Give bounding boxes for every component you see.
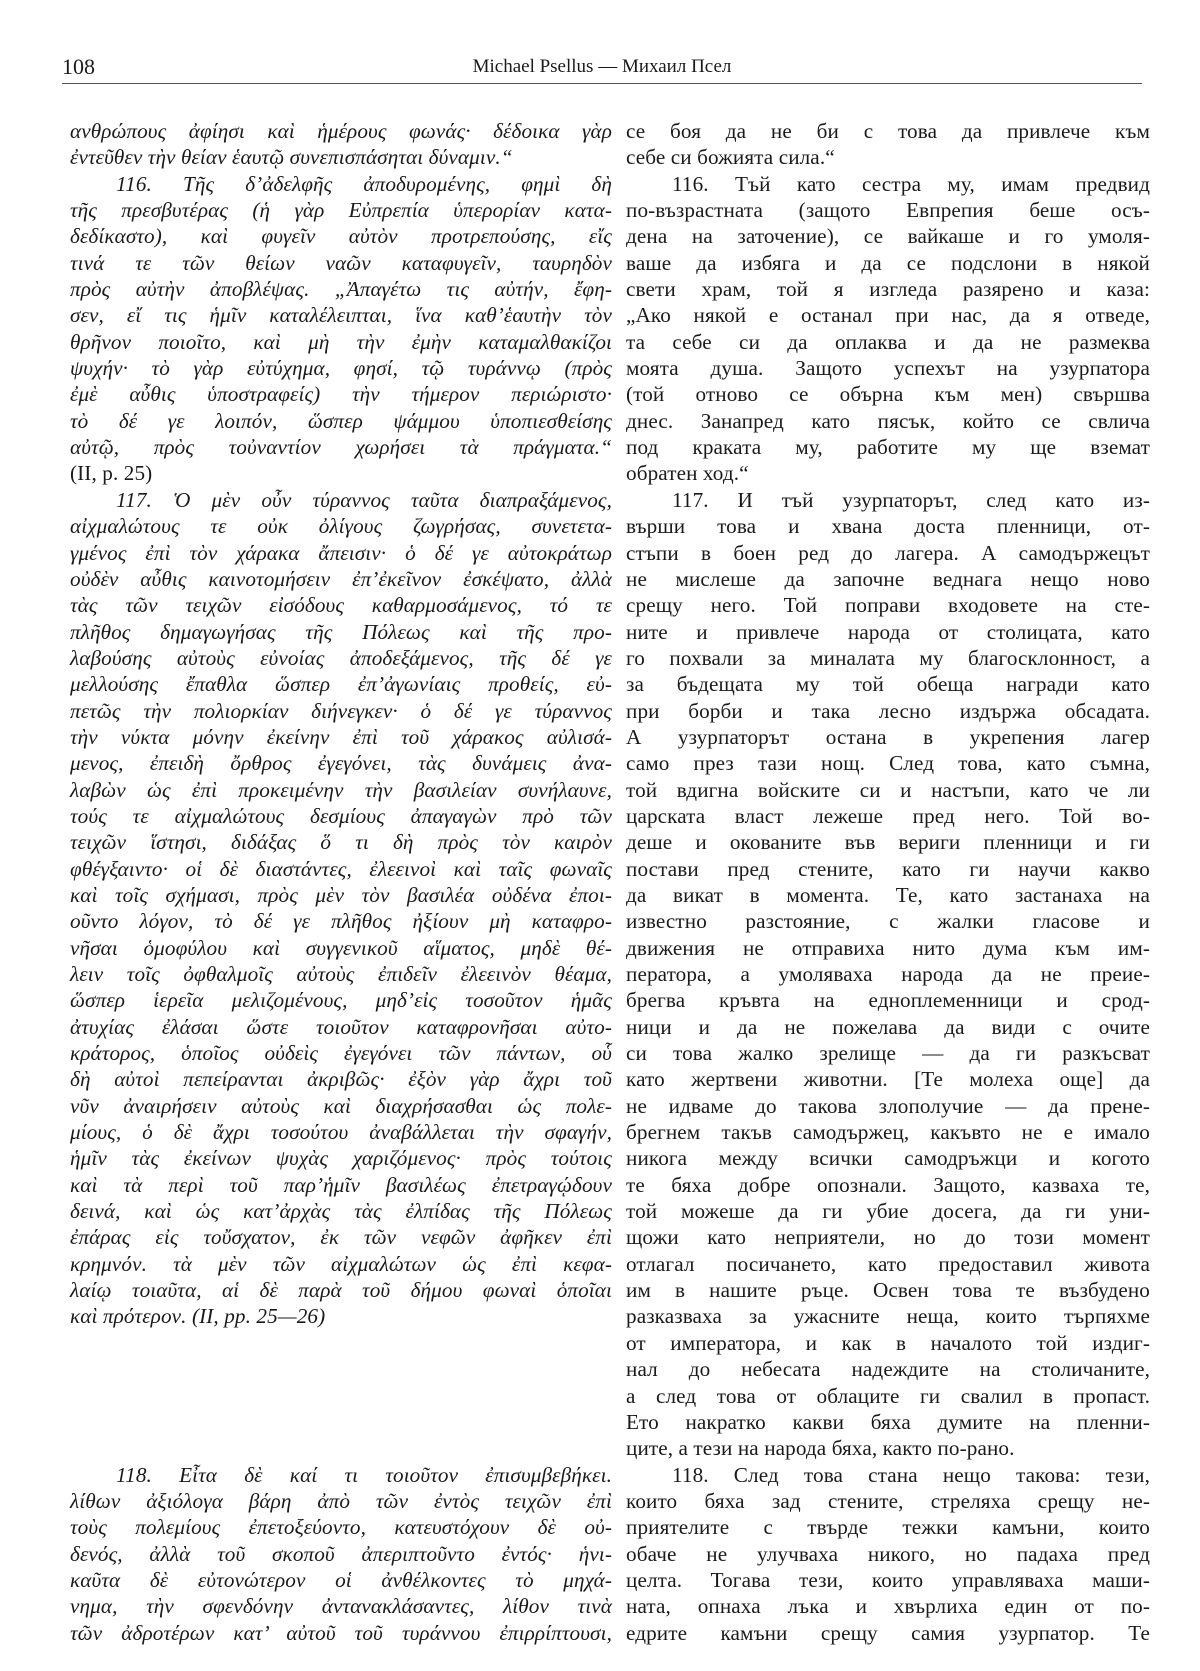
greek-text-line: λαίῳ τοιαῦτα, αἱ δὲ παρὰ τοῦ δήμου φωναὶ ὁποῖαι bbox=[70, 1278, 612, 1303]
bulgarian-text-line: приятелите с твърде тежки камъни, които bbox=[626, 1515, 1150, 1540]
bulgarian-text-line: та себе си да оплаква и да не размеква bbox=[626, 329, 1150, 354]
bulgarian-text-line: себе си божията сила.“ bbox=[626, 145, 835, 170]
greek-text-line: τὸ δέ γε λοιπόν, ὥσπερ ψάμμου ὑποπιεσθείσης bbox=[70, 408, 612, 433]
bulgarian-text-line: при борби и така лесно издържа обсадата. bbox=[626, 698, 1150, 723]
greek-text-line: καὶ τὰ περὶ τοῦ παρ’ἡμῖν βασιλέως ἐπετραγῴδουν bbox=[70, 1172, 612, 1197]
bulgarian-text-line: днес. Занапред като пясък, който се свлича bbox=[626, 408, 1150, 433]
greek-text-line: νῆσαι ὁμοφύλου καὶ συγγενικοῦ αἵματος, μηδὲ θέ- bbox=[70, 935, 612, 960]
greek-text-line: ανθρώπους ἀφίησι καὶ ἡμέρους φωνάς· δέδοικα γὰρ bbox=[70, 119, 612, 143]
page-number: 108 bbox=[62, 54, 95, 79]
greek-text-line: φθέγξαιντο· οἱ δὲ διαστάντες, ἐλεεινοὶ καὶ ταῖς φωναῖς bbox=[70, 856, 612, 881]
greek-text-line: τειχῶν ἵστησι, διδάξας ὅ τι δὴ πρὸς τὸν καιρὸν bbox=[70, 830, 612, 855]
greek-text-line: ἐντεῦθεν τὴν θείαν ἑαυτῷ συνεπισπάσηται δύναμιν.“ bbox=[70, 145, 513, 170]
bulgarian-text-line: известно разстояние, с жалки гласове и bbox=[626, 909, 1150, 934]
bulgarian-text-line: брегва кръвта на едноплеменници и срод- bbox=[626, 988, 1150, 1013]
greek-text-line: δεδίκαστο), καὶ φυγεῖν αὐτὸν προτρεπούσης, εἴς bbox=[70, 224, 612, 249]
bulgarian-text-line: отлагал посичането, като предоставил живота bbox=[626, 1251, 1150, 1276]
bulgarian-text-line: обратен ход.“ bbox=[626, 461, 749, 486]
greek-text-line: 117. Ὁ μὲν οὖν τύραννος ταῦτα διαπραξάμενος, bbox=[116, 487, 612, 512]
bulgarian-text-line: а след това от облаците ги свалил в пропаст. bbox=[626, 1383, 1150, 1408]
bulgarian-text-line: (той отново се обърна към мен) свършва bbox=[626, 382, 1150, 407]
bulgarian-text-line: ните и привлече народа от столицата, като bbox=[626, 619, 1150, 644]
bulgarian-text-line: свети храм, той я изгледа разярено и каза: bbox=[626, 277, 1150, 302]
bulgarian-text-line: деше и окованите във вериги пленници и ги bbox=[626, 830, 1150, 855]
greek-text-line: 118. Εἶτα δὲ καί τι τοιοῦτον ἐπισυμβεβήκει. bbox=[116, 1462, 612, 1487]
bulgarian-text-line: за бъдещата му той обеща награди като bbox=[626, 672, 1150, 697]
bulgarian-text-line: ници и да не пожелава да види с очите bbox=[626, 1014, 1150, 1039]
bulgarian-text-line: по-възрастната (защото Евпрепия беше осъ- bbox=[626, 198, 1150, 223]
blank-line bbox=[70, 1330, 612, 1356]
greek-text-line: λαβούσης αὐτοὺς εὐνοίας ἀποδεξάμενος, τῆς δέ γε bbox=[70, 645, 612, 670]
greek-text-line: λειν τοῖς ὀφθαλμοῖς αὐτοὺς ἐπιδεῖν ἐλεεινὸν θέαμα, bbox=[70, 962, 612, 986]
bulgarian-text-line: не идваме до такова злополучие — да прене- bbox=[626, 1093, 1150, 1118]
greek-text-line: σεν, εἴ τις ἡμῖν καταλέλειπται, ἵνα καθ’ἑαυτὴν τὸν bbox=[70, 303, 612, 328]
greek-text-line: τῶν ἀδροτέρων κατ’ αὐτοῦ τοῦ τυράννου ἐπιρρίπτουσι, bbox=[70, 1620, 612, 1645]
greek-text-line: τούς τε αἰχμαλώτους δεσμίους ἀπαγαγὼν πρὸ τῶν bbox=[70, 803, 612, 828]
greek-text-line: ψυχήν· τὸ γὰρ εὐτύχημα, φησί, τῷ τυράννῳ (πρὸς bbox=[70, 356, 612, 381]
greek-text-line: πρὸς αὐτὴν ἀποβλέψας. „Ἀπαγέτω τις αὐτήν, ἔφη- bbox=[70, 277, 612, 302]
bulgarian-text-line: 118. След това стана нещо такова: тези, bbox=[672, 1462, 1150, 1487]
greek-text-line: κρημνόν. τὰ μὲν τῶν αἰχμαλώτων ὡς ἐπὶ κεφα- bbox=[70, 1251, 612, 1276]
bulgarian-text-line: които бяха зад стените, стреляха срещу не- bbox=[626, 1488, 1150, 1513]
greek-text-line: καῦτα δὲ εὐτονώτερον οἱ ἀνθέλκοντες τὸ μηχά- bbox=[70, 1567, 612, 1592]
greek-text-line: πλῆθος δημαγωγήσας τῆς Πόλεως καὶ τῆς προ- bbox=[70, 619, 612, 644]
bulgarian-text-line: им в нашите ръце. Освен това те възбудено bbox=[626, 1278, 1150, 1303]
bulgarian-text-column bbox=[626, 118, 1150, 1646]
bulgarian-text-line: царската власт лежеше пред него. Той во- bbox=[626, 803, 1150, 828]
blank-line bbox=[70, 1409, 612, 1435]
bulgarian-text-line: 116. Тъй като сестра му, имам предвид bbox=[672, 171, 1150, 196]
blank-line bbox=[70, 1356, 612, 1382]
greek-text-line: τῆς πρεσβυτέρας (ἡ γὰρ Εὐπρεπία ὑπερορίαν κατα- bbox=[70, 198, 612, 223]
greek-text-line: ἡμῖν τὰς ἐκείνων ψυχὰς χαριζόμενος· πρὸς τούτοις bbox=[70, 1146, 612, 1171]
greek-text-line: γμένος ἐπὶ τὸν χάρακα ἄπεισιν· ὁ δέ γε αὐτοκράτωρ bbox=[70, 540, 612, 565]
bulgarian-text-line: брегнем такъв самодържец, какъвто не е имало bbox=[626, 1120, 1150, 1145]
greek-text-line: νῦν ἀναιρήσειν αὐτοὺς καὶ διαχρήσασθαι ὡς πολε- bbox=[70, 1093, 612, 1118]
greek-text-line: δενός, ἀλλὰ τοῦ σκοποῦ ἀπεριπτοῦντο ἐντός· ἡνι- bbox=[70, 1541, 612, 1566]
bulgarian-text-line: едрите камъни срещу самия узурпатор. Те bbox=[626, 1620, 1150, 1645]
greek-text-line: (II, p. 25) bbox=[70, 461, 153, 486]
greek-text-line: ἐμὲ αὖθις ὑποστραφείς) τὴν τήμερον περιώριστο· bbox=[70, 382, 612, 407]
greek-text-line: μίους, ὁ δὲ ἄχρι τοσούτου ἀναβάλλεται τὴν σφαγήν, bbox=[70, 1120, 612, 1145]
bulgarian-text-line: си това жалко зрелище — да ги разкъсват bbox=[626, 1041, 1150, 1066]
greek-text-line: δὴ αὐτοὶ πεπείρανται ἀκριβῶς· ἐξὸν γὰρ ἄχρι τοῦ bbox=[70, 1067, 612, 1092]
bulgarian-text-line: те бяха добре опознали. Защото, казваха те, bbox=[626, 1172, 1150, 1197]
page-header bbox=[62, 54, 1142, 88]
greek-text-line: ὥσπερ ἱερεῖα μελιζομένους, μηδ’εἰς τοσοῦτον ἡμᾶς bbox=[70, 988, 612, 1013]
bulgarian-text-line: не мислеше да започне веднага нещо ново bbox=[626, 566, 1150, 591]
greek-text-line: καὶ τοῖς σχήμασι, πρὸς μὲν τὸν βασιλέα οὐδένα ἐποι- bbox=[70, 882, 612, 907]
bulgarian-text-line: той можеше да ги убие досега, да ги уни- bbox=[626, 1199, 1150, 1224]
bulgarian-text-line: „Ако някой е останал при нас, да я отведе, bbox=[626, 303, 1150, 328]
bulgarian-text-line: обаче не улучваха никого, но падаха пред bbox=[626, 1541, 1150, 1566]
greek-text-line: τοὺς πολεμίους ἐπετοξεύοντο, κατευστόχουν δὲ οὐ- bbox=[70, 1515, 612, 1540]
greek-text-line: αἰχμαλώτους τε οὐκ ὀλίγους ζωγρήσας, συνετετα- bbox=[70, 514, 612, 539]
bulgarian-text-line: стъпи в боен ред до лагера. А самодържецът bbox=[626, 540, 1150, 565]
bulgarian-text-line: да викат в момента. Те, като застанаха на bbox=[626, 882, 1150, 907]
bulgarian-text-line: под краката му, работите му ще вземат bbox=[626, 435, 1150, 460]
bulgarian-text-line: го похвали за миналата му благосклонност, а bbox=[626, 645, 1150, 670]
greek-text-line: μελλούσης ἔπαθλα ὥσπερ ἐπ’ἀγωνίαις προθείς, εὐ- bbox=[70, 672, 612, 697]
bulgarian-text-line: постави пред стените, като ги научи какво bbox=[626, 856, 1150, 881]
bulgarian-text-line: срещу него. Той поправи входовете на сте- bbox=[626, 593, 1150, 618]
bulgarian-text-line: той вдигна войските си и настъпи, като че ли bbox=[626, 777, 1150, 802]
greek-text-line: τὴν νύκτα μόνην ἐκείνην ἐπὶ τοῦ χάρακος αὐλισά- bbox=[70, 724, 612, 749]
bulgarian-text-line: щожи като неприятели, но до този момент bbox=[626, 1225, 1150, 1250]
greek-text-line: τινά τε τῶν θείων ναῶν καταφυγεῖν, ταυρηδὸν bbox=[70, 250, 612, 275]
bulgarian-text-line: ната, опнаха лъка и хвърлиха един от по- bbox=[626, 1594, 1150, 1619]
bulgarian-text-line: разказваха за ужасните неща, които търпяхме bbox=[626, 1304, 1150, 1329]
bulgarian-text-line: дена на заточение), се вайкаше и го умоля- bbox=[626, 224, 1150, 249]
bulgarian-text-line: от императора, и как в началото той издиг- bbox=[626, 1330, 1150, 1355]
blank-line bbox=[70, 1383, 612, 1409]
bulgarian-text-line: целта. Тогава тези, които управляваха маши- bbox=[626, 1567, 1150, 1592]
blank-line bbox=[70, 1435, 612, 1461]
bulgarian-text-line: Ето накратко какви бяха думите на пленни- bbox=[626, 1409, 1150, 1434]
greek-text-line: νημα, τὴν σφενδόνην ἀντανακλάσαντες, λίθον τινὰ bbox=[70, 1594, 612, 1619]
bulgarian-text-line: А узурпаторът остана в укрепения лагер bbox=[626, 724, 1150, 749]
greek-text-line: καὶ πρότερον. (II, pp. 25—26) bbox=[70, 1304, 326, 1329]
bulgarian-text-line: 117. И тъй узурпаторът, след като из- bbox=[672, 487, 1150, 512]
bulgarian-text-line: никога между всички самодръжци и когото bbox=[626, 1146, 1150, 1171]
greek-text-line: αὐτῷ, πρὸς τοὐναντίον χωρήσει τὰ πράγματα.“ bbox=[70, 435, 612, 460]
greek-text-line: λίθων ἀξιόλογα βάρη ἀπὸ τῶν ἐντὸς τειχῶν ἐπὶ bbox=[70, 1488, 612, 1513]
bulgarian-text-line: като жертвени животни. [Те молеха още] да bbox=[626, 1067, 1150, 1092]
greek-text-line: λαβὼν ὡς ἐπὶ προκειμένην τὴν βασιλείαν συνήλαυνε, bbox=[70, 777, 612, 802]
greek-text-line: 116. Τῆς δ’ἀδελφῆς ἀποδυρομένης, φημὶ δὴ bbox=[116, 171, 612, 196]
greek-text-line: οῦντο λόγον, τὸ δέ γε πλῆθος ἠξίουν μὴ καταφρο- bbox=[70, 909, 612, 934]
running-title: Michael Psellus — Михаил Псел bbox=[472, 56, 732, 77]
greek-text-line: τὰς τῶν τειχῶν εἰσόδους καθαρμοσάμενος, τό τε bbox=[70, 593, 612, 618]
greek-text-column bbox=[70, 118, 612, 1646]
greek-text-line: κράτορος, ὁποῖος οὐδεὶς ἐγεγόνει τῶν πάντων, οὗ bbox=[70, 1041, 612, 1066]
header-rule bbox=[62, 83, 1142, 84]
bulgarian-text-line: върши това и хвана доста пленници, от- bbox=[626, 514, 1150, 539]
greek-text-line: θρῆνον ποιοῖτο, καὶ μὴ τὴν ἐμὴν καταμαλθακίζοι bbox=[70, 329, 612, 354]
bulgarian-text-line: само през тази нощ. След това, като съмна, bbox=[626, 751, 1150, 776]
greek-text-line: ἀτυχίας ἐλάσαι ὥστε τοιοῦτον καταφρονῆσαι αὐτο- bbox=[70, 1014, 612, 1039]
greek-text-line: δεινά, καὶ ὡς κατ’ἀρχὰς τὰς ἐλπίδας τῆς Πόλεως bbox=[70, 1199, 612, 1224]
greek-text-line: ἐπάρας εἰς τοὔσχατον, ἐκ τῶν νεφῶν ἀφῆκεν ἐπὶ bbox=[70, 1225, 612, 1250]
greek-text-line: μενος, ἐπειδὴ ὄρθρος ἐγεγόνει, τὰς δυνάμεις ἀνα- bbox=[70, 751, 612, 776]
bulgarian-text-line: нал до небесата надеждите на столичаните, bbox=[626, 1357, 1150, 1382]
bulgarian-text-line: моята душа. Защото успехът на узурпатора bbox=[626, 356, 1150, 381]
bulgarian-text-line: ваше да избяга и да се подслони в някой bbox=[626, 250, 1150, 275]
greek-text-line: πετῶς τὴν πολιορκίαν διήνεγκεν· ὁ δέ γε τύραννος bbox=[70, 698, 612, 723]
bulgarian-text-line: ператора, а умоляваха народа да не преие- bbox=[626, 962, 1150, 986]
bulgarian-text-line: движения не отправиха нито дума към им- bbox=[626, 935, 1150, 960]
bulgarian-text-line: се боя да не би с това да привлече към bbox=[626, 119, 1150, 143]
greek-text-line: οὐδὲν αὖθις καινοτομήσειν ἐπ’ἐκεῖνον ἐσκέψατο, ἀλλὰ bbox=[70, 566, 612, 591]
bulgarian-text-line: ците, а тези на народа бяха, както по-рано. bbox=[626, 1436, 1015, 1461]
